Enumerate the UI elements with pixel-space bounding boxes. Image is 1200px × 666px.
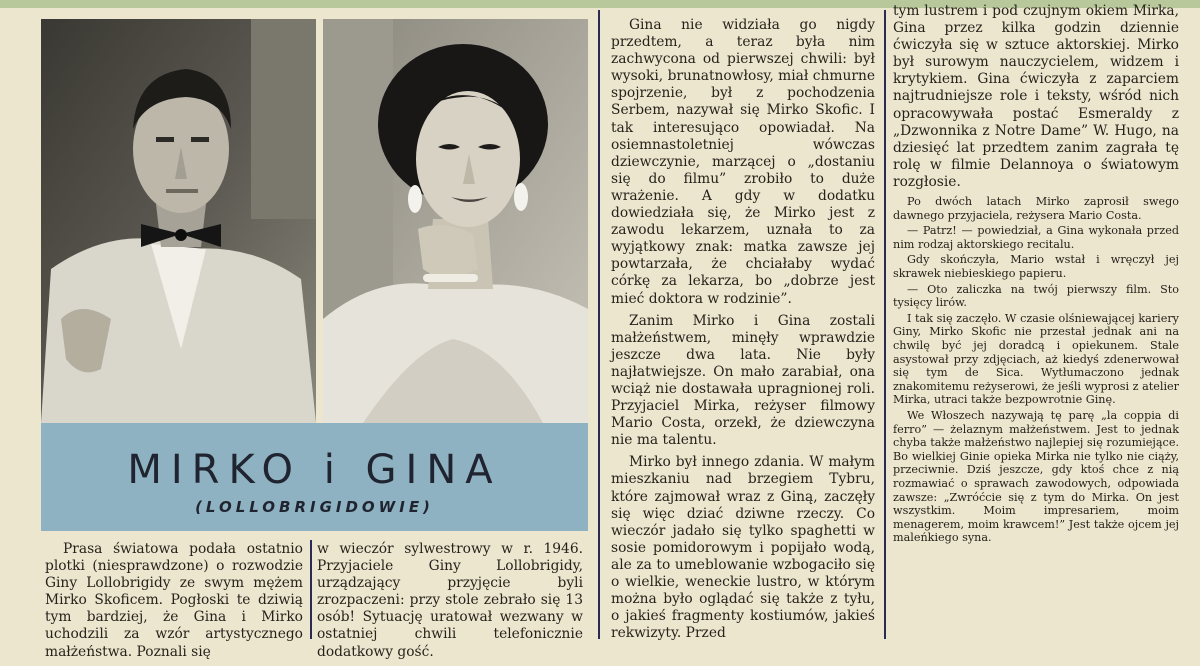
paragraph: Mirko był innego zdania. W małym mieszkaniu nad brzegiem Tybru, które zajmował wraz z Giną, zaczęły się więc dziać dziwne rzeczy. Co wieczór jadało się tylko spaghetti w sosie pomidorowym i popijało wodą, ale za to umeblowanie wzbogaciło się o wielkie, weneckie lustro, w którym można było oglądać się także z tyłu, o jakieś fragmenty kostiumów, jakieś rekwizyty. Przed <box>611 454 875 642</box>
article-subtitle: (LOLLOBRIGIDOWIE) <box>195 498 434 516</box>
photo-gina-lollobrigida <box>323 19 588 423</box>
paragraph: — Oto zaliczka na twój pierwszy film. Sto tysięcy lirów. <box>893 282 1179 310</box>
column-d-lead <box>893 3 1179 191</box>
paragraph: Gdy skończyła, Mario wstał i wręczył jej skrawek niebieskiego papieru. <box>893 253 1179 280</box>
column-a <box>45 541 303 666</box>
paragraph: w wieczór sylwestrowy w r. 1946. Przyjaciele Giny Lollobrigidy, urządzający przyjęcie byli zrozpaczeni: przy stole zebrało się 13 osób! Sytuację uratował wezwany w ostatniej chwili telefonicznie dodatkowy gość. <box>317 541 583 660</box>
column-divider <box>884 10 886 639</box>
article-title: MIRKO i GINA <box>127 447 502 493</box>
paragraph: Po dwóch latach Mirko zaprosił swego dawnego przyjaciela, reżysera Mario Costa. <box>893 195 1179 222</box>
column-d <box>893 3 1179 547</box>
paragraph: I tak się zaczęło. W czasie olśniewającej kariery Giny, Mirko Skofic nie przestał jednak ani na chwilę być jej doradcą i opiekunem. Stale asystował przy zdjęciach, aż kiedyś zdenerwował się tym de Sica. Wytłumaczono jednak znakomitemu reżyserowi, że jeśli wyprosi z atelier Mirka, utraci także bezpowrotnie Ginę. <box>893 311 1179 407</box>
column-divider <box>598 10 600 639</box>
paragraph: We Włoszech nazywają tę parę „la coppia di ferro” — żelaznym małżeństwem. Jest to jednak chyba także małżeństwo najlepiej się rozumiejące. Bo wielkiej Ginie opieka Mirka nie tylko nie ciąży, przeciwnie. Dziś jeszcze, gdy ktoś chce z nią rozmawiać o sprawach zawodowych, odpowiada zawsze: „Zwróćcie się z tym do Mirka. On jest wszystkim. Moim impresariem, moim menagerem, moim krawcem!” Jest także ojcem jej maleńkiego syna. <box>893 408 1179 545</box>
paragraph: — Patrz! — powiedział, a Gina wykonała przed nim rodzaj aktorskiego recitalu. <box>893 224 1179 251</box>
column-c <box>611 17 875 647</box>
paragraph: Gina nie widziała go nigdy przedtem, a teraz była nim zachwycona od pierwszej chwili: był wysoki, brunatnowłosy, miał chmurne spojrzenie, był z pochodzenia Serbem, nazywał się Mirko Skofic. I tak interesująco opowiadał. Na osiemnastoletniej wówczas dziewczynie, marzącej o „dostaniu się do filmu” zrobiło to duże wrażenie. A gdy w dodatku dowiedziała się, że Mirko jest z zawodu lekarzem, uznała to za wyjątkowy znak: matka zawsze jej powtarzała, że chciałaby wydać córkę za lekarza, bo „dobrze jest mieć doktora w rodzinie”. <box>611 17 875 307</box>
column-divider <box>310 540 312 639</box>
paragraph: Prasa światowa podała ostatnio plotki (niesprawdzone) o rozwodzie Giny Lollobrigidy ze swym mężem Mirko Skoficem. Pogłoski te dziwią tym bardziej, że Gina i Mirko uchodzili za wzór artystycznego małżeństwa. Poznali się <box>45 541 303 660</box>
paragraph: Zanim Mirko i Gina zostali małżeństwem, minęły wprawdzie jeszcze dwa lata. Nie były najłatwiejsze. On mało zarabiał, ona wciąż nie dostawała upragnionej roli. Przyjaciel Mirka, reżyser filmowy Mario Costa, orzekł, że dziewczyna nie ma talentu. <box>611 312 875 449</box>
photo-mirko-skofic <box>41 19 316 423</box>
column-d-small-print <box>893 195 1179 545</box>
paragraph: tym lustrem i pod czujnym okiem Mirka, Gina przez kilka godzin dziennie ćwiczyła się w sztuce aktorskiej. Mirko był surowym nauczycielem, widzem i krytykiem. Gina ćwiczyła z zaparciem najtrudniejsze role i teksty, wśród nich opracowywała postać Esmeraldy z „Dzwonnika z Notre Dame” W. Hugo, na dziesięć lat przedtem zanim zagrała tę rolę w filmie Delannoya o światowym rozgłosie. <box>893 3 1179 190</box>
column-b <box>317 541 583 666</box>
title-band <box>41 423 588 531</box>
